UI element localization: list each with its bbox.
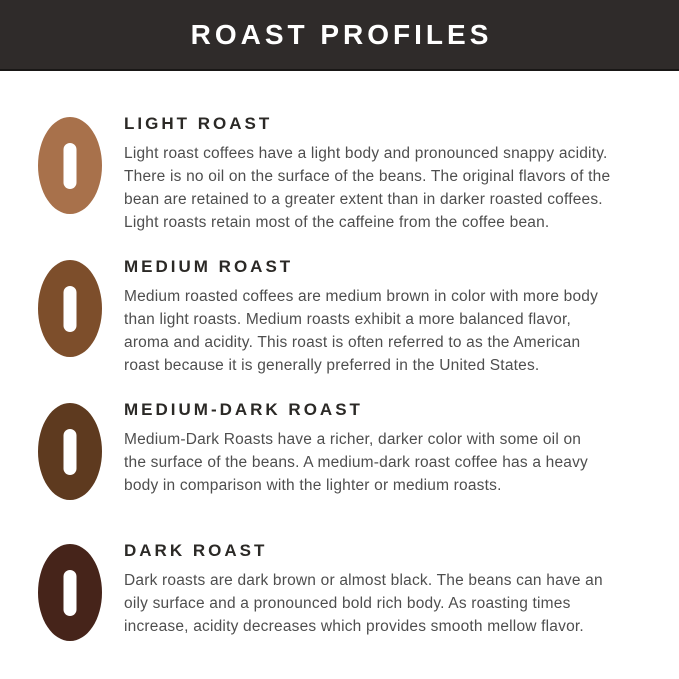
roast-section-medium <box>38 256 598 377</box>
section-heading: LIGHT ROAST <box>124 114 273 133</box>
section-heading: MEDIUM-DARK ROAST <box>124 400 363 419</box>
bean-crease <box>64 143 77 189</box>
body-line: There is no oil on the surface of the beans. The original flavors of the <box>124 168 611 185</box>
body-line: Dark roasts are dark brown or almost black. The beans can have an <box>124 572 603 589</box>
bean-crease <box>64 286 77 332</box>
body-line: increase, acidity decreases which provides smooth mellow flavor. <box>124 618 584 635</box>
body-line: Light roasts retain most of the caffeine from the coffee bean. <box>124 214 550 231</box>
bean-crease <box>64 570 77 616</box>
body-line: aroma and acidity. This roast is often referred to as the American <box>124 334 581 351</box>
section-body <box>124 428 588 497</box>
section-text <box>124 113 610 234</box>
coffee-bean-icon <box>38 403 102 500</box>
section-text <box>124 540 603 638</box>
coffee-bean-icon <box>38 544 102 641</box>
roast-section-dark <box>38 540 603 641</box>
coffee-bean-icon <box>38 117 102 214</box>
body-line: roast because it is generally preferred in the United States. <box>124 357 540 374</box>
section-text <box>124 399 588 497</box>
body-line: Medium roasted coffees are medium brown in color with more body <box>124 288 599 305</box>
bean-crease <box>64 429 77 475</box>
roast-section-medium-dark <box>38 399 588 500</box>
section-body <box>124 142 610 234</box>
page-title: ROAST PROFILES <box>190 18 493 50</box>
body-line: Medium-Dark Roasts have a richer, darker color with some oil on <box>124 431 582 448</box>
coffee-bean-icon <box>38 260 102 357</box>
body-line: Light roast coffees have a light body and pronounced snappy acidity. <box>124 145 608 162</box>
body-line: body in comparison with the lighter or medium roasts. <box>124 477 502 494</box>
section-heading: DARK ROAST <box>124 541 268 560</box>
section-body <box>124 285 598 377</box>
body-line: oily surface and a pronounced bold rich body. As roasting times <box>124 595 571 612</box>
body-line: the surface of the beans. A medium-dark roast coffee has a heavy <box>124 454 589 471</box>
section-body <box>124 569 603 638</box>
roast-section-light <box>38 113 610 234</box>
body-line: than light roasts. Medium roasts exhibit a more balanced flavor, <box>124 311 572 328</box>
section-text <box>124 256 598 377</box>
section-heading: MEDIUM ROAST <box>124 257 294 276</box>
body-line: bean are retained to a greater extent than in darker roasted coffees. <box>124 191 603 208</box>
header-bar <box>0 0 679 71</box>
